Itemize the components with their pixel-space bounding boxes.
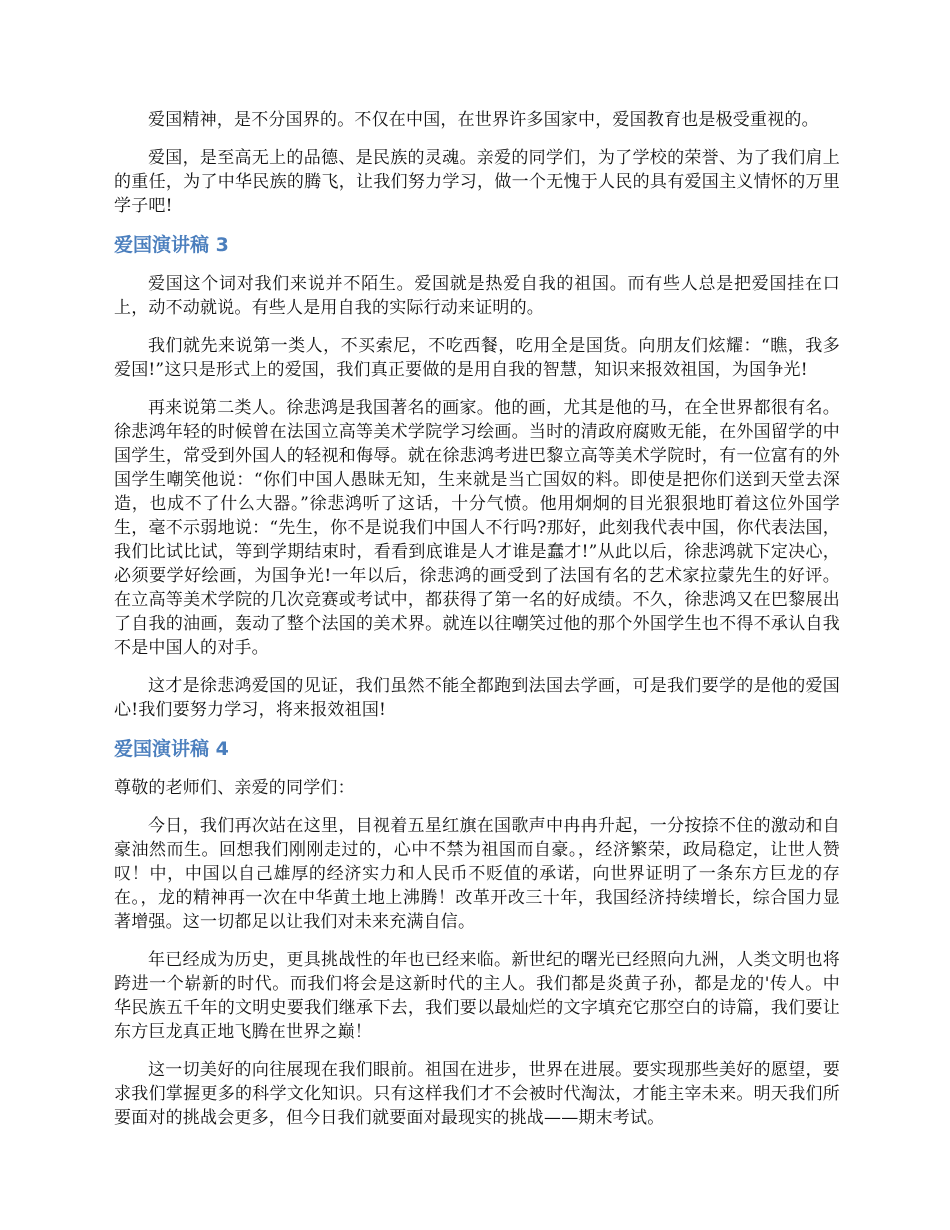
document-page [114,108,840,1144]
paragraph: 再来说第二类人。徐悲鸿是我国著名的画家。他的画，尤其是他的马，在全世界都很有名。徐悲鸿年轻的时候曾在法国立高等美术学院学习绘画。当时的清政府腐败无能，在外国留学的中国学生，常受到外国人的轻视和侮辱。就在徐悲鸿考进巴黎立高等美术学院时，有一位富有的外国学生嘲笑他说：“你们中国人愚昧无知，生来就是当亡国奴的料。即使是把你们送到天堂去深造，也成不了什么大器。”徐悲鸿听了这话，十分气愤。他用炯炯的目光狠狠地盯着这位外国学生，毫不示弱地说：“先生，你不是说我们中国人不行吗?那好，此刻我代表中国，你代表法国，我们比试比试，等到学期结束时，看看到底谁是人才谁是蠢才!”从此以后，徐悲鸿就下定决心，必须要学好绘画，为国争光!一年以后，徐悲鸿的画受到了法国有名的艺术家拉蒙先生的好评。在立高等美术学院的几次竞赛或考试中，都获得了第一名的好成绩。不久，徐悲鸿又在巴黎展出了自我的油画，轰动了整个法国的美术界。就连以往嘲笑过他的那个外国学生也不得不承认自我不是中国人的对手。 [114,398,840,658]
paragraph: 爱国这个词对我们来说并不陌生。爱国就是热爱自我的祖国。而有些人总是把爱国挂在口上，动不动就说。有些人是用自我的实际行动来证明的。 [114,274,840,318]
paragraph: 这一切美好的向往展现在我们眼前。祖国在进步，世界在进展。要实现那些美好的愿望，要求我们掌握更多的科学文化知识。只有这样我们才不会被时代淘汰，才能主宰未来。明天我们所要面对的挑战会更多，但今日我们就要面对最现实的挑战——期末考试。 [114,1060,840,1128]
greeting: 尊敬的老师们、亲爱的同学们： [114,778,355,798]
paragraph: 年已经成为历史，更具挑战性的年也已经来临。新世纪的曙光已经照向九洲，人类文明也将跨进一个崭新的时代。而我们将会是这新时代的主人。我们都是炎黄子孙，都是龙的'传人。中华民族五千年的文明史要我们继承下去，我们要以最灿烂的文字填充它那空白的诗篇，我们要让东方巨龙真正地飞腾在世界之巅！ [114,950,840,1042]
paragraph: 爱国精神，是不分国界的。不仅在中国，在世界许多国家中，爱国教育也是极受重视的。 [148,110,819,130]
paragraph: 这才是徐悲鸿爱国的见证，我们虽然不能全都跑到法国去学画，可是我们要学的是他的爱国心!我们要努力学习，将来报效祖国! [114,676,840,720]
paragraph: 今日，我们再次站在这里，目视着五星红旗在国歌声中冉冉升起，一分按捺不住的激动和自豪油然而生。回想我们刚刚走过的，心中不禁为祖国而自豪。，经济繁荣，政局稳定，让世人赞叹！中，中国以自己雄厚的经济实力和人民币不贬值的承诺，向世界证明了一条东方巨龙的存在。，龙的精神再一次在中华黄土地上沸腾！改革开改三十年，我国经济持续增长，综合国力显著增强。这一切都足以让我们对未来充满自信。 [114,816,840,932]
paragraph: 爱国，是至高无上的品德、是民族的灵魂。亲爱的同学们，为了学校的荣誉、为了我们肩上的重任，为了中华民族的腾飞，让我们努力学习，做一个无愧于人民的具有爱国主义情怀的万里学子吧! [114,148,840,216]
paragraph: 我们就先来说第一类人，不买索尼，不吃西餐，吃用全是国货。向朋友们炫耀：“瞧，我多爱国!”这只是形式上的爱国，我们真正要做的是用自我的智慧，知识来报效祖国，为国争光! [114,336,840,380]
section-heading: 爱国演讲稿 4 [114,738,229,760]
section-heading: 爱国演讲稿 3 [114,234,229,256]
